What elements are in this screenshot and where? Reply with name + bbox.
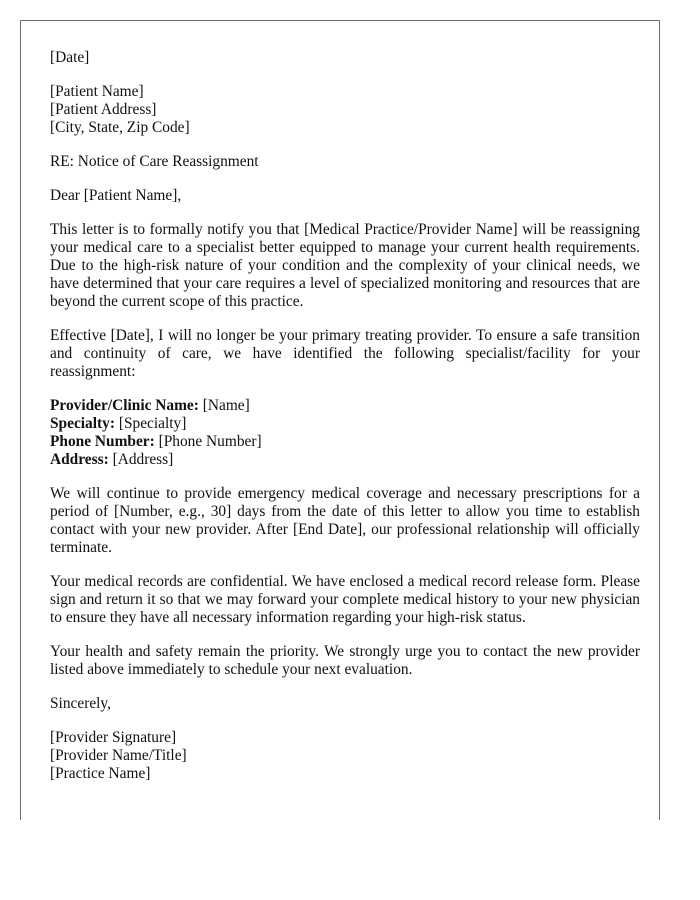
recipient-address: [Patient Address]: [50, 101, 157, 118]
closing-block: [50, 695, 640, 713]
paragraph-coverage-period: We will continue to provide emergency medical coverage and necessary prescriptions for a period of [Number, e.g., 30] days from the date of this letter to allow you time to establish contact with your new provider. After [End Date], our professional relationship will officially terminate.: [50, 485, 640, 556]
salutation-block: [50, 187, 640, 205]
recipient-address-block: [50, 83, 640, 137]
phone-label: Phone Number:: [50, 433, 155, 450]
phone-row: [50, 433, 640, 451]
specialty-row: [50, 415, 640, 433]
practice-name: [Practice Name]: [50, 765, 151, 782]
recipient-name: [Patient Name]: [50, 83, 144, 100]
subject-line: RE: Notice of Care Reassignment: [50, 153, 259, 170]
recipient-city-state-zip: [City, State, Zip Code]: [50, 119, 190, 136]
salutation: Dear [Patient Name],: [50, 187, 182, 204]
address-row: [50, 451, 640, 469]
paragraph-effective-date: Effective [Date], I will no longer be your primary treating provider. To ensure a safe transition and continuity of care, we have identified the following specialist/facility for your reassignment:: [50, 327, 640, 380]
date-block: [50, 49, 640, 67]
specialty-value: [Specialty]: [118, 415, 187, 432]
address-label: Address:: [50, 451, 109, 468]
specialist-details: [50, 397, 640, 469]
provider-clinic-label: Provider/Clinic Name:: [50, 397, 199, 414]
closing: Sincerely,: [50, 695, 111, 712]
address-value: [Address]: [112, 451, 174, 468]
paragraph-health-safety: Your health and safety remain the priority. We strongly urge you to contact the new provider listed above immediately to schedule your next evaluation.: [50, 643, 640, 678]
paragraph-reassignment-notice: This letter is to formally notify you that [Medical Practice/Provider Name] will be reassigning your medical care to a specialist better equipped to manage your current health requirements. Due to the high-risk nature of your condition and the complexity of your clinical needs, we have determined that your care requires a level of specialized monitoring and resources that are beyond the current scope of this practice.: [50, 221, 640, 310]
provider-clinic-value: [Name]: [202, 397, 250, 414]
letter-body: [50, 49, 640, 799]
letter-date: [Date]: [50, 49, 90, 66]
provider-clinic-row: [50, 397, 640, 415]
provider-signature: [Provider Signature]: [50, 729, 177, 746]
specialty-label: Specialty:: [50, 415, 115, 432]
letter-page: [20, 20, 660, 820]
subject-block: [50, 153, 640, 171]
provider-name-title: [Provider Name/Title]: [50, 747, 187, 764]
paragraph-medical-records: Your medical records are confidential. We have enclosed a medical record release form. Please sign and return it so that we may forward your complete medical history to your new physician to ensure they have all necessary information regarding your high-risk status.: [50, 573, 640, 626]
phone-value: [Phone Number]: [158, 433, 262, 450]
signature-block: [50, 729, 640, 783]
